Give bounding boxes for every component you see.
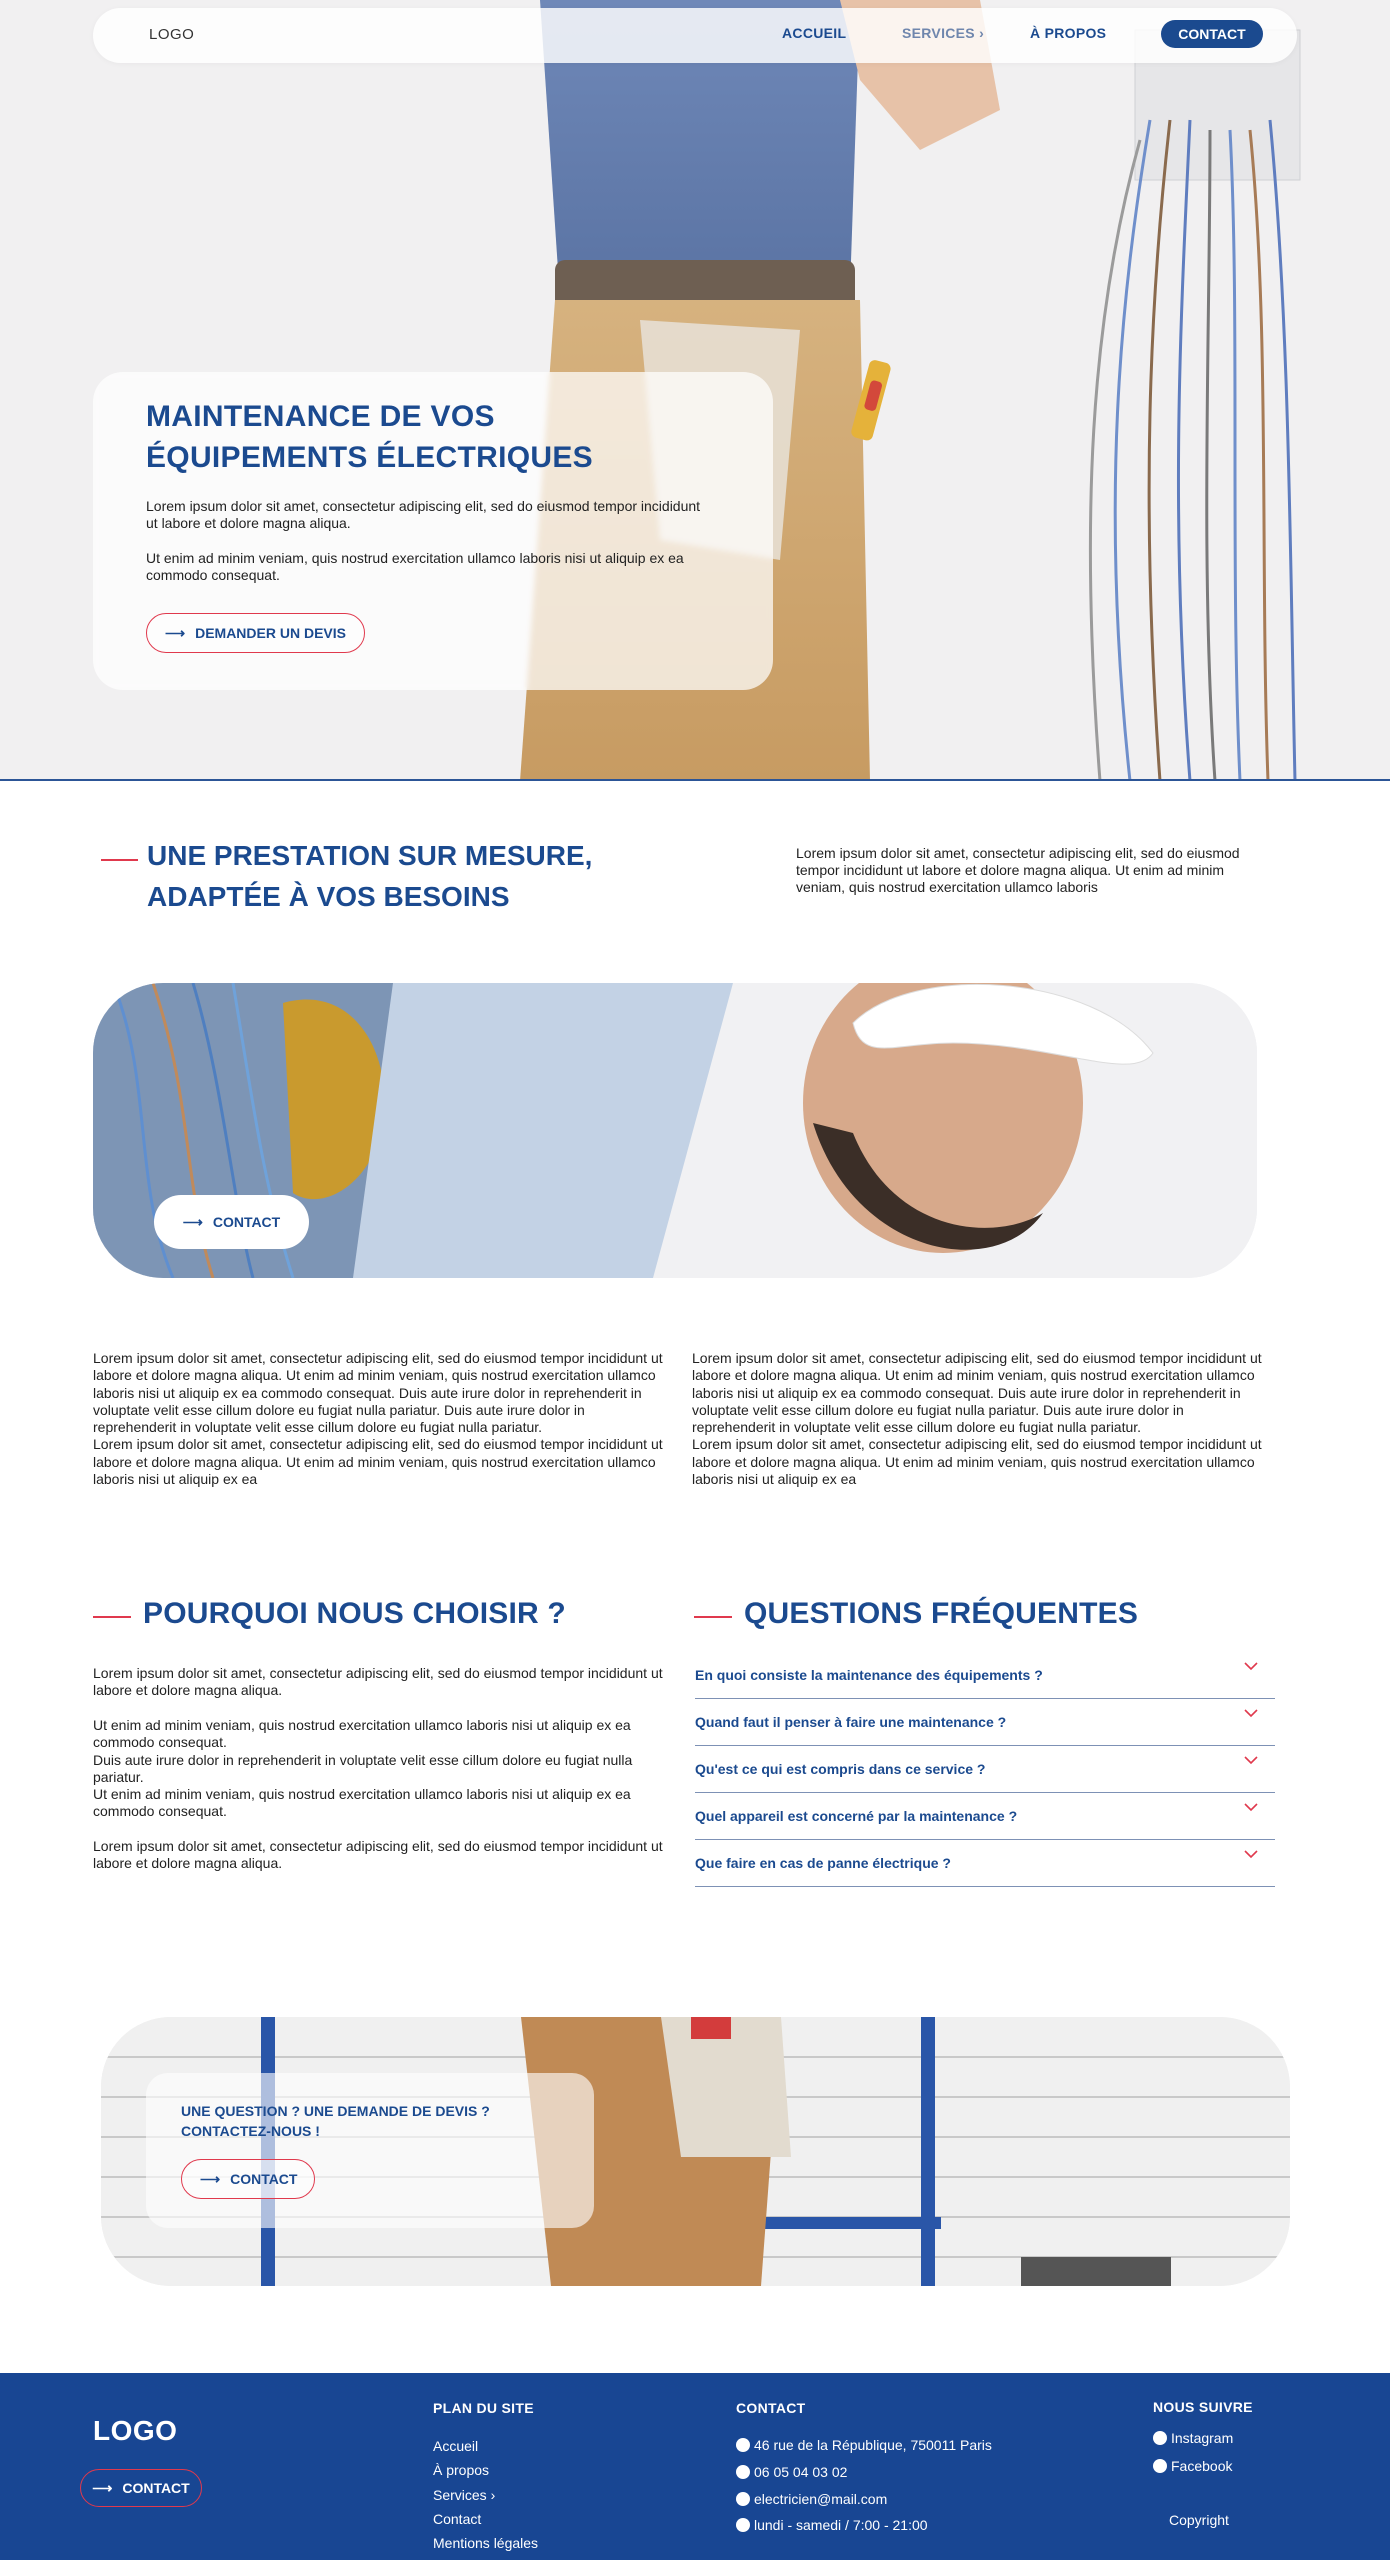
arrow-right-icon: ⟶	[92, 2479, 113, 2496]
faq-question: Qu'est ce qui est compris dans ce service ?	[695, 1761, 986, 1777]
chevron-down-icon	[1243, 1846, 1259, 1862]
footer-link-a-propos[interactable]: À propos	[433, 2462, 490, 2478]
faq-question: En quoi consiste la maintenance des équipements ?	[695, 1667, 1043, 1683]
cta-contact-label: CONTACT	[230, 2171, 298, 2187]
hero-title: MAINTENANCE DE VOS ÉQUIPEMENTS ÉLECTRIQUES	[146, 400, 593, 474]
why-paragraph-3: Lorem ipsum dolor sit amet, consectetur adipiscing elit, sed do eiusmod tempor incididunt ut labore et dolore magna aliqua.	[93, 1838, 663, 1872]
footer-copyright: Copyright	[1169, 2512, 1229, 2528]
chevron-right-icon: ›	[490, 2487, 496, 2503]
footer-plan-title: PLAN DU SITE	[433, 2400, 534, 2416]
footer-address	[736, 2437, 992, 2453]
faq-item[interactable]	[695, 1840, 1275, 1887]
faq-item[interactable]	[695, 1746, 1275, 1793]
top-navbar	[93, 8, 1297, 63]
footer-link-facebook[interactable]	[1153, 2458, 1232, 2474]
title-accent-line	[694, 1616, 732, 1618]
hero-paragraph-1: Lorem ipsum dolor sit amet, consectetur adipiscing elit, sed do eiusmod tempor incididunt ut labore et dolore magna aliqua.	[146, 498, 701, 531]
hero-card	[93, 372, 773, 690]
request-quote-label: DEMANDER UN DEVIS	[195, 625, 346, 641]
footer-contact-label: CONTACT	[122, 2480, 190, 2496]
why-paragraph-2: Ut enim ad minim veniam, quis nostrud exercitation ullamco laboris nisi ut aliquip ex ea commodo consequat. Duis aute irure dolor in reprehenderit in voluptate velit esse cillum dolore eu fugiat nulla pariatur. Ut enim ad minim veniam, quis nostrud exercitation ullamco laboris nisi ut aliquip ex ea commodo consequat.	[93, 1717, 633, 1820]
faq-item[interactable]	[695, 1699, 1275, 1746]
footer-logo[interactable]: LOGO	[93, 2415, 178, 2446]
chevron-down-icon	[1243, 1658, 1259, 1674]
cta-card	[146, 2073, 594, 2228]
chevron-down-icon	[1243, 1799, 1259, 1815]
electrician-photo-banner	[93, 983, 1257, 1278]
nav-contact-button[interactable]: CONTACT	[1161, 20, 1263, 48]
chevron-down-icon	[1243, 1752, 1259, 1768]
why-paragraph-1: Lorem ipsum dolor sit amet, consectetur adipiscing elit, sed do eiusmod tempor incididunt ut labore et dolore magna aliqua.	[93, 1665, 663, 1699]
footer-link-services[interactable]	[433, 2487, 495, 2503]
footer-contact-title: CONTACT	[736, 2400, 806, 2416]
email-text: electricien@mail.com	[754, 2491, 888, 2507]
footer	[0, 2373, 1390, 2560]
faq-title: QUESTIONS FRÉQUENTES	[744, 1597, 1139, 1630]
faq-question: Que faire en cas de panne électrique ?	[695, 1855, 951, 1871]
faq-question: Quand faut il penser à faire une maintenance ?	[695, 1714, 1007, 1730]
cta-text: UNE QUESTION ? UNE DEMANDE DE DEVIS ? CONTACTEZ-NOUS !	[181, 2103, 490, 2139]
chevron-down-icon	[1243, 1705, 1259, 1721]
cta-contact-button[interactable]	[181, 2159, 315, 2199]
request-quote-button[interactable]	[146, 613, 365, 653]
title-accent-line	[93, 1616, 131, 1618]
location-icon	[736, 2438, 750, 2452]
footer-link-mentions[interactable]: Mentions légales	[433, 2535, 539, 2551]
facebook-label: Facebook	[1171, 2458, 1233, 2474]
content-column-left: Lorem ipsum dolor sit amet, consectetur adipiscing elit, sed do eiusmod tempor incididunt ut labore et dolore magna aliqua. Ut enim ad minim veniam, quis nostrud exercitation ullamco laboris nisi ut aliquip ex ea commodo consequat. Duis aute irure dolor in reprehenderit in voluptate velit esse cillum dolore eu fugiat nulla pariatur. Duis aute irure dolor in reprehenderit in voluptate velit esse cillum dolore eu fugiat nulla pariatur. Lorem ipsum dolor sit amet, consectetur adipiscing elit, sed do eiusmod tempor incididunt ut labore et dolore magna aliqua. Ut enim ad minim veniam, quis nostrud exercitation ullamco laboris nisi ut aliquip ex ea	[93, 1350, 663, 1488]
faq-list	[695, 1652, 1275, 1887]
prestation-text: Lorem ipsum dolor sit amet, consectetur adipiscing elit, sed do eiusmod tempor incididunt ut labore et dolore magna aliqua. Ut enim ad minim veniam, quis nostrud exercitation ullamco laboris	[796, 845, 1240, 895]
footer-contact-button[interactable]	[80, 2469, 202, 2507]
faq-question: Quel appareil est concerné par la maintenance ?	[695, 1808, 1018, 1824]
instagram-icon	[1153, 2431, 1167, 2445]
nav-services-label: SERVICES	[902, 25, 975, 41]
footer-services-label: Services	[433, 2487, 487, 2503]
mail-icon	[736, 2492, 750, 2506]
prestation-title: UNE PRESTATION SUR MESURE, ADAPTÉE À VOS BESOINS	[147, 840, 593, 912]
why-title: POURQUOI NOUS CHOISIR ?	[143, 1597, 566, 1630]
cta-banner	[101, 2017, 1290, 2286]
faq-item[interactable]	[695, 1793, 1275, 1840]
footer-hours	[736, 2517, 928, 2533]
chevron-right-icon: ›	[979, 25, 985, 41]
arrow-right-icon: ⟶	[182, 1213, 203, 1230]
faq-item[interactable]	[695, 1652, 1275, 1699]
footer-social-title: NOUS SUIVRE	[1153, 2399, 1253, 2415]
footer-email[interactable]	[736, 2491, 887, 2507]
nav-logo[interactable]: LOGO	[149, 26, 195, 43]
content-column-right: Lorem ipsum dolor sit amet, consectetur adipiscing elit, sed do eiusmod tempor incididunt ut labore et dolore magna aliqua. Ut enim ad minim veniam, quis nostrud exercitation ullamco laboris nisi ut aliquip ex ea commodo consequat. Duis aute irure dolor in reprehenderit in voluptate velit esse cillum dolore eu fugiat nulla pariatur. Duis aute irure dolor in reprehenderit in voluptate velit esse cillum dolore eu fugiat nulla pariatur. Lorem ipsum dolor sit amet, consectetur adipiscing elit, sed do eiusmod tempor incididunt ut labore et dolore magna aliqua. Ut enim ad minim veniam, quis nostrud exercitation ullamco laboris nisi ut aliquip ex ea	[692, 1350, 1262, 1488]
phone-text: 06 05 04 03 02	[754, 2464, 848, 2480]
title-accent-line	[101, 859, 138, 861]
address-text: 46 rue de la République, 750011 Paris	[754, 2437, 992, 2453]
footer-phone[interactable]	[736, 2464, 847, 2480]
banner-contact-button[interactable]	[154, 1195, 309, 1249]
hero-paragraph-2: Ut enim ad minim veniam, quis nostrud exercitation ullamco laboris nisi ut aliquip ex ea commodo consequat.	[146, 550, 684, 583]
hero-section	[0, 0, 1390, 781]
nav-link-accueil[interactable]: ACCUEIL	[782, 25, 847, 41]
arrow-right-icon: ⟶	[200, 2170, 221, 2187]
footer-link-contact[interactable]: Contact	[433, 2511, 482, 2527]
arrow-right-icon: ⟶	[165, 624, 186, 641]
hours-text: lundi - samedi / 7:00 - 21:00	[754, 2517, 928, 2533]
nav-link-services[interactable]	[902, 25, 984, 41]
clock-icon	[736, 2518, 750, 2532]
banner-contact-label: CONTACT	[212, 1214, 281, 1230]
footer-link-instagram[interactable]	[1153, 2430, 1233, 2446]
instagram-label: Instagram	[1171, 2430, 1234, 2446]
phone-icon	[736, 2465, 750, 2479]
nav-link-a-propos[interactable]: À PROPOS	[1030, 25, 1107, 41]
footer-link-accueil[interactable]: Accueil	[433, 2438, 479, 2454]
facebook-icon	[1153, 2459, 1167, 2473]
